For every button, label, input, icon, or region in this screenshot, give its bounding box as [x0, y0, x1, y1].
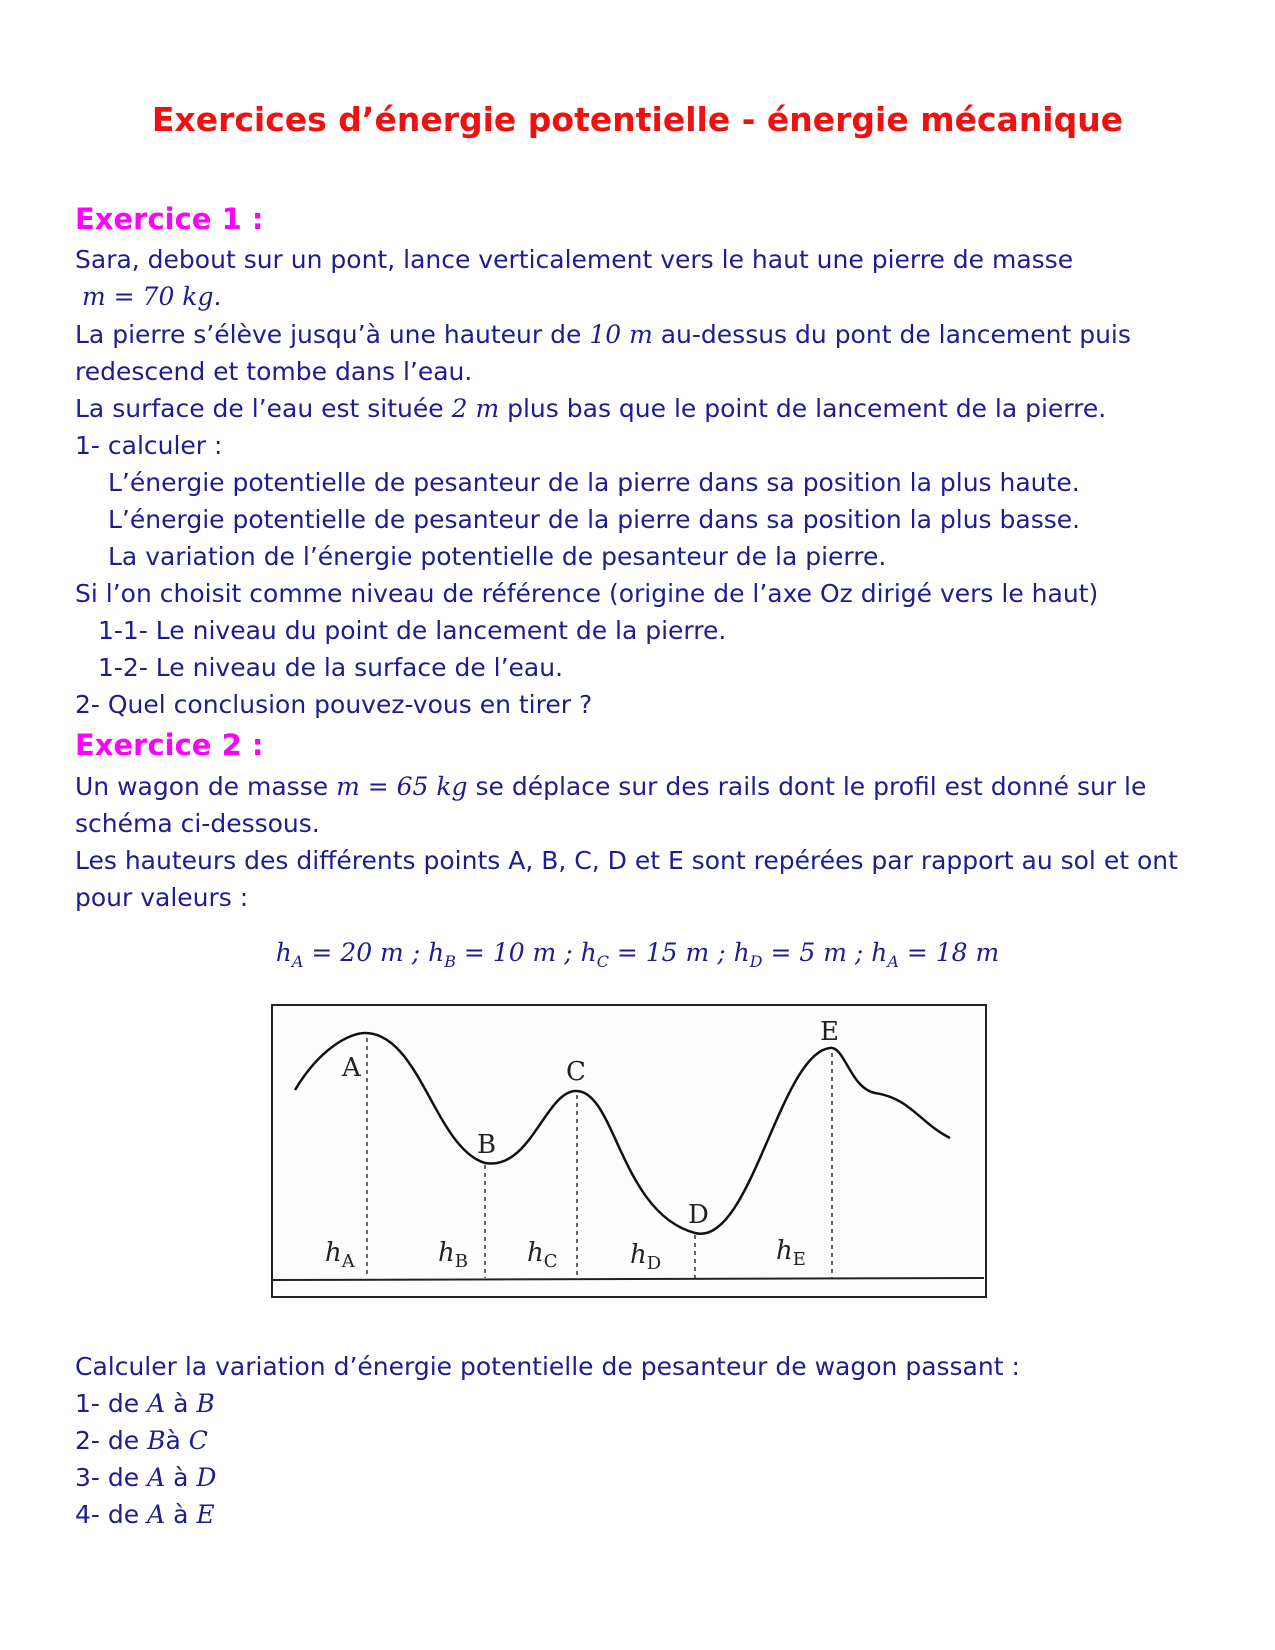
height-c: $h_C = 15$ m ; — [580, 938, 734, 971]
ex1-reference: Si l’on choisit comme niveau de référence (origine de l’axe Oz dirigé vers le haut) — [75, 579, 1099, 608]
ex2-item-2: 2- de Bà C — [75, 1426, 208, 1455]
point-b-label: B — [477, 1130, 497, 1160]
rail-profile-diagram — [270, 1003, 990, 1303]
ex2-line-3: Les hauteurs des différents points A, B, C, D et E sont repérées par rapport au sol et ont — [75, 846, 1178, 875]
h-d-label: $h_D$ — [630, 1240, 662, 1274]
ex1-bullet-1: L’énergie potentielle de pesanteur de la pierre dans sa position la plus haute. — [108, 468, 1080, 497]
ex1-line-4: redescend et tombe dans l’eau. — [75, 357, 473, 386]
ex1-line-3: La pierre s’élève jusqu’à une hauteur de 10 m au-dessus du pont de lancement puis — [75, 320, 1131, 349]
ex1-mass-value: m = 70 kg. — [82, 282, 222, 311]
point-e-label: E — [820, 1017, 839, 1047]
point-c-label: C — [566, 1057, 586, 1087]
ex1-bullet-2: L’énergie potentielle de pesanteur de la pierre dans sa position la plus basse. — [108, 505, 1081, 534]
ex2-calc-instruction: Calculer la variation d’énergie potentielle de pesanteur de wagon passant : — [75, 1352, 1020, 1381]
h-e-label: $h_E$ — [776, 1236, 806, 1270]
page-title: Exercices d’énergie potentielle - énergie mécanique — [151, 100, 1124, 139]
ex1-sub-1-2: 1-2- Le niveau de la surface de l’eau. — [98, 653, 564, 682]
h-b-label: $h_B$ — [438, 1238, 468, 1272]
ex2-item-1: 1- de A à B — [75, 1389, 215, 1418]
ex1-line-1: Sara, debout sur un pont, lance verticalement vers le haut une pierre de masse — [75, 245, 1074, 274]
ex1-sub-1-1: 1-1- Le niveau du point de lancement de la pierre. — [98, 616, 727, 645]
height-d: $h_D = 5$ m ; — [733, 938, 872, 971]
diagram-frame — [272, 1005, 986, 1297]
ex1-bullet-3: La variation de l’énergie potentielle de pesanteur de la pierre. — [108, 542, 887, 571]
heights-formula — [0, 938, 1275, 971]
point-a-label: A — [342, 1053, 361, 1083]
height-e: $h_A = 18$ m — [871, 938, 1000, 971]
height-b: $h_B = 10$ m ; — [428, 938, 581, 971]
exercise-1-heading: Exercice 1 : — [75, 202, 264, 236]
ex2-line-4: pour valeurs : — [75, 883, 249, 912]
ex2-item-3: 3- de A à D — [75, 1463, 217, 1492]
ex1-question-2: 2- Quel conclusion pouvez-vous en tirer ? — [75, 690, 593, 719]
point-d-label: D — [688, 1200, 709, 1230]
ex2-item-4: 4- de A à E — [75, 1500, 215, 1529]
exercise-2-heading: Exercice 2 : — [75, 728, 264, 762]
h-a-label: $h_A$ — [325, 1238, 355, 1272]
h-c-label: $h_C$ — [527, 1238, 558, 1272]
height-a: $h_A = 20$ m ; — [275, 938, 429, 971]
ex2-line-1: Un wagon de masse m = 65 kg se déplace sur des rails dont le profil est donné sur le — [75, 772, 1147, 801]
ex1-line-5: La surface de l’eau est située 2 m plus bas que le point de lancement de la pierre. — [75, 394, 1107, 423]
ex2-line-2: schéma ci-dessous. — [75, 809, 320, 838]
ex1-question-1: 1- calculer : — [75, 431, 223, 460]
